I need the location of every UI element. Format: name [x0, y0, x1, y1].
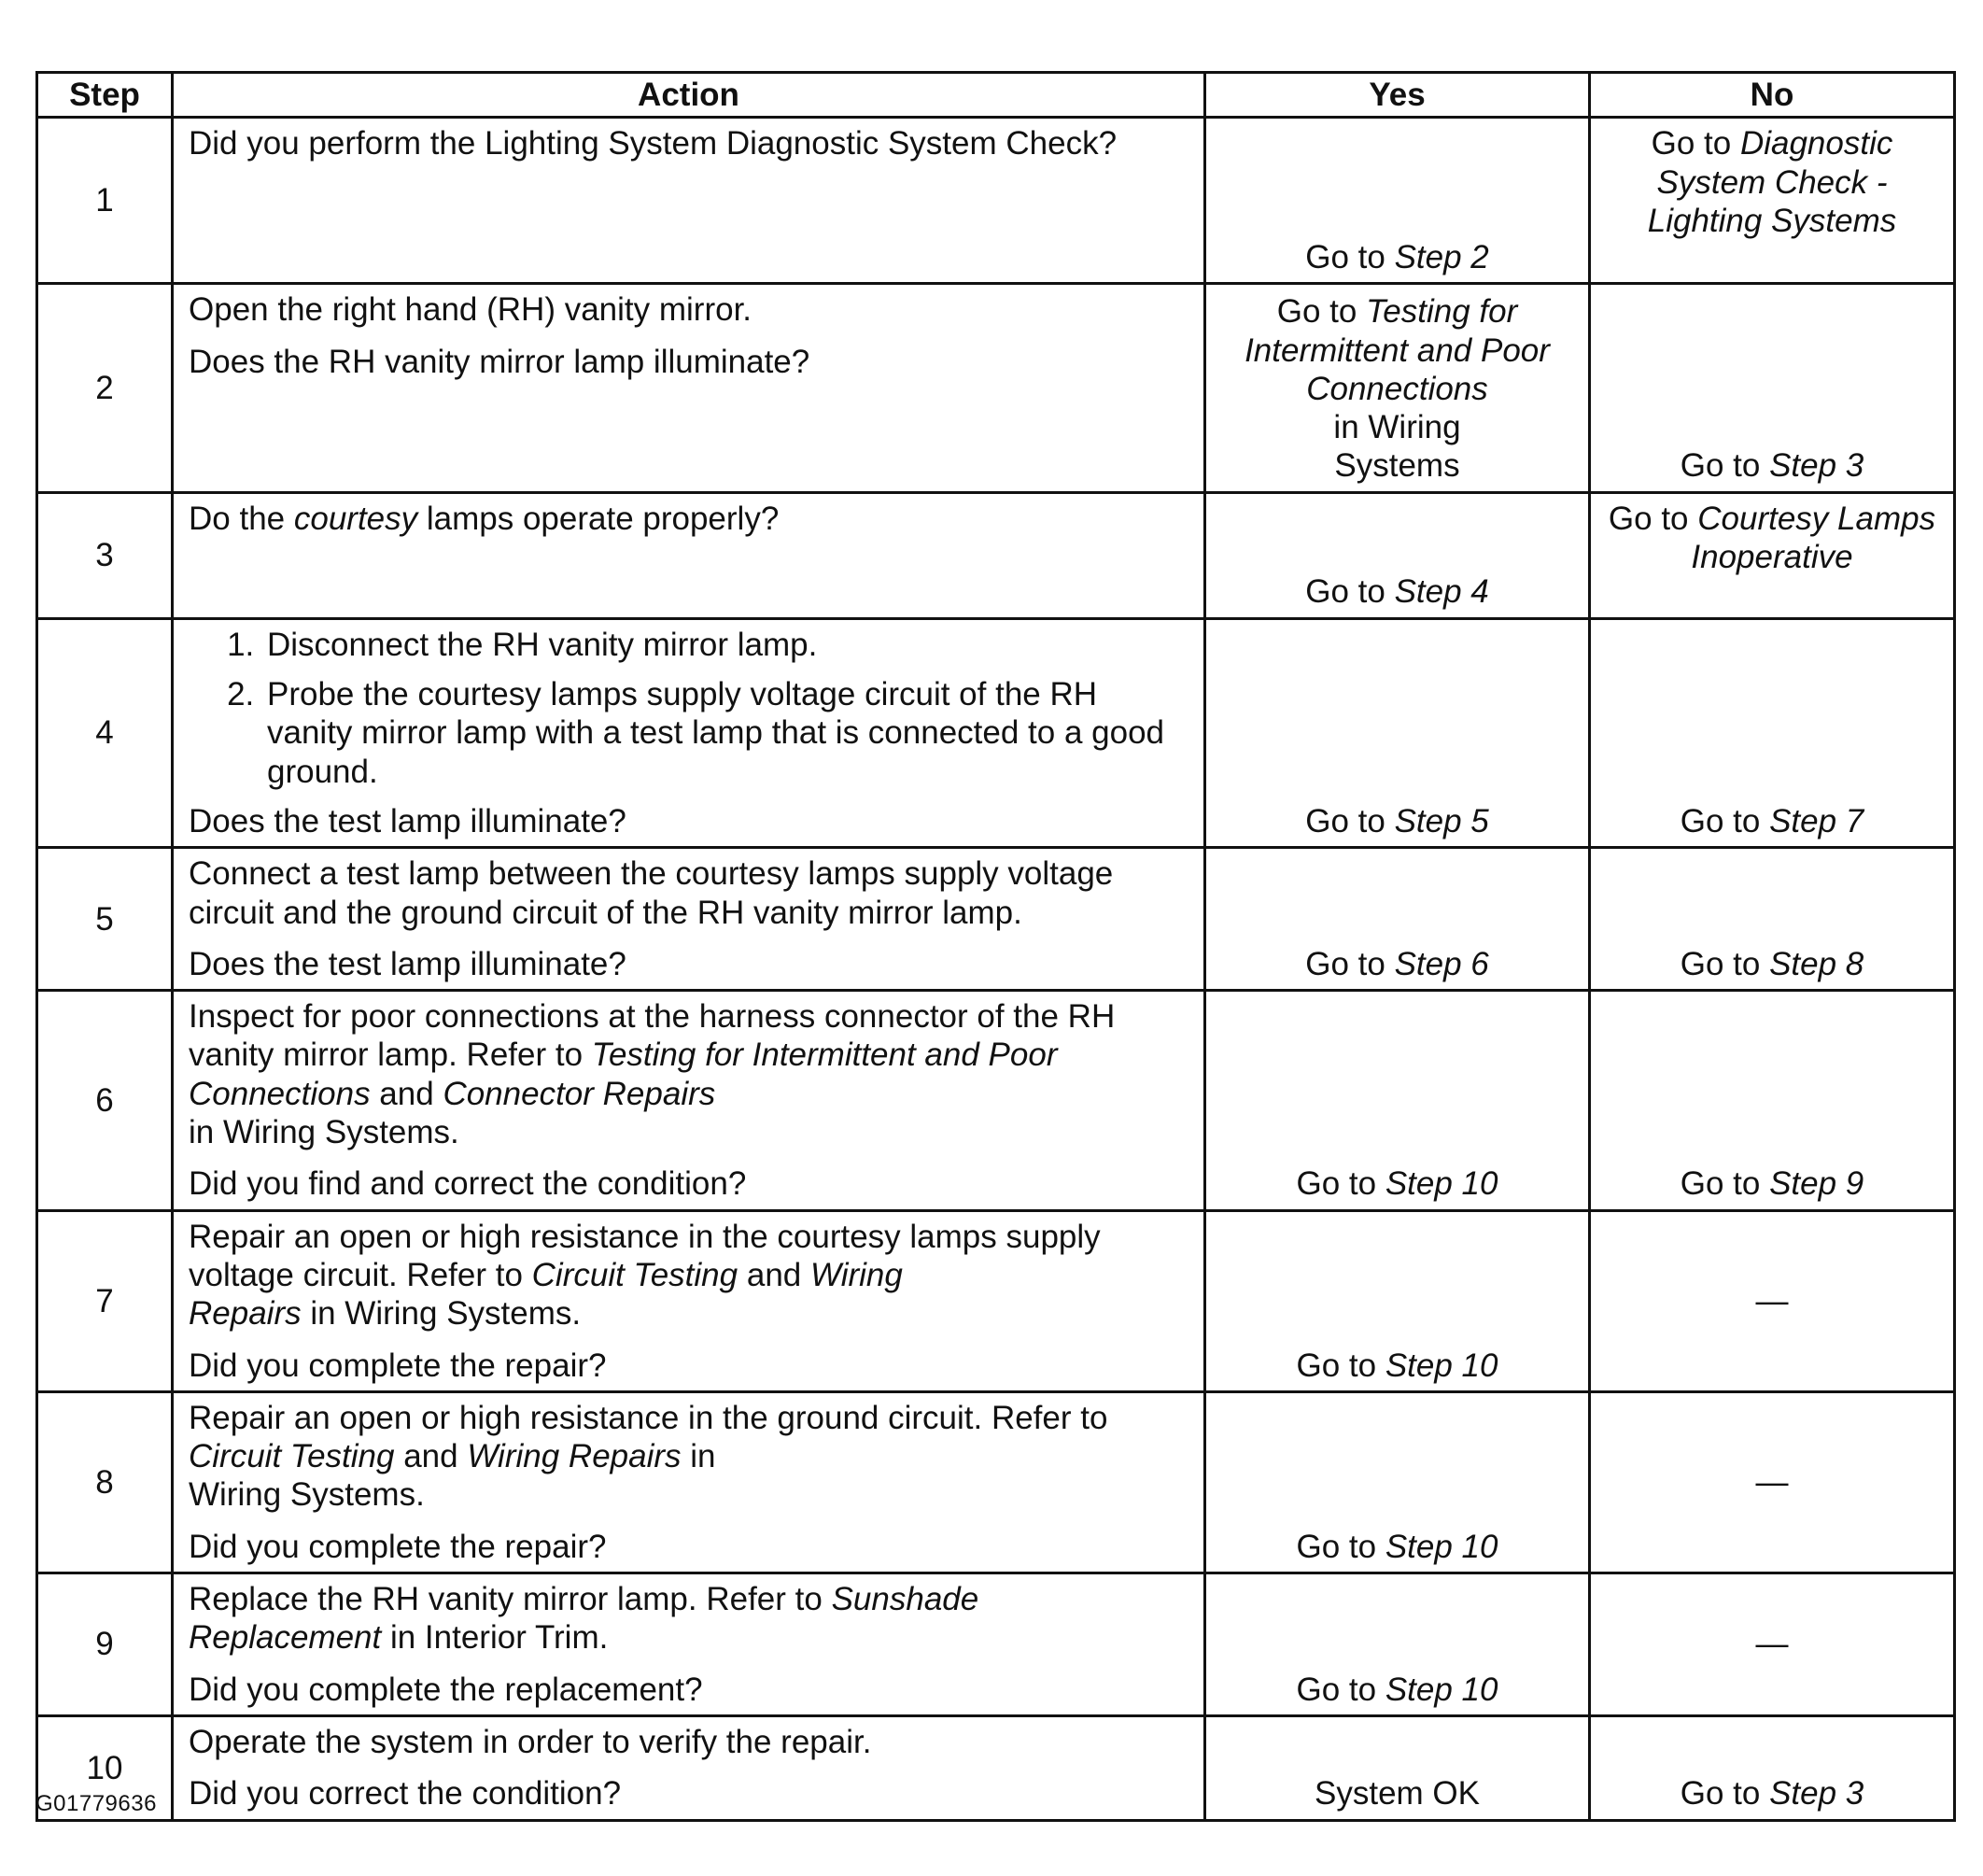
step-number: 10 — [37, 1715, 173, 1820]
table-row — [37, 492, 1955, 618]
action-text: Connect a test lamp between the courtesy lamps supply voltage circuit and the ground circuit of the RH vanity mirror lamp. — [189, 855, 1114, 931]
step-number: 8 — [37, 1391, 173, 1573]
yes-step-link[interactable]: Step 2 — [1394, 239, 1489, 275]
action-text: Repair an open or high resistance in the courtesy lamps supply voltage circuit. Refer to — [189, 1218, 1101, 1293]
yes-ref-link-cont[interactable]: Intermittent and Poor — [1245, 331, 1550, 369]
no-prefix: Go to — [1651, 125, 1740, 162]
action-text: and — [738, 1256, 810, 1293]
action-ref-link[interactable]: Wiring Repairs — [467, 1438, 682, 1475]
yes-ref-link-cont[interactable]: Connections — [1306, 370, 1488, 407]
action-text: in Wiring Systems. — [189, 1114, 459, 1151]
action-question: Did you complete the repair? — [189, 1528, 607, 1565]
action-cell — [173, 284, 1205, 492]
no-step-link[interactable]: Step 9 — [1769, 1165, 1864, 1203]
yes-cell — [1205, 284, 1590, 492]
no-step-link[interactable]: Step 3 — [1769, 447, 1864, 485]
no-cell — [1590, 118, 1955, 284]
yes-cell — [1205, 492, 1590, 618]
yes-step-link[interactable]: Step 10 — [1385, 1528, 1498, 1565]
yes-step-link[interactable]: Step 10 — [1385, 1165, 1498, 1203]
action-ref-link[interactable]: Testing for Intermittent and Poor Connections — [189, 1037, 1058, 1112]
yes-cell — [1205, 848, 1590, 991]
action-ref-link[interactable]: Wiring — [809, 1256, 903, 1293]
no-prefix: Go to — [1680, 802, 1770, 839]
step-number: 6 — [37, 991, 173, 1210]
action-ref-link-cont[interactable]: Replacement — [189, 1619, 382, 1657]
no-ref-link[interactable]: Diagnostic — [1739, 125, 1893, 162]
header-no: No — [1590, 73, 1955, 118]
table-row — [37, 618, 1955, 847]
action-cell — [173, 1210, 1205, 1391]
no-cell — [1590, 284, 1955, 492]
action-ref: courtesy — [293, 500, 418, 537]
yes-prefix: Go to — [1305, 239, 1395, 275]
diagnostic-table — [35, 71, 1956, 1822]
action-text: in — [681, 1438, 716, 1475]
action-question: Does the RH vanity mirror lamp illuminate? — [189, 343, 810, 380]
list-item: 2. Probe the courtesy lamps supply voltage circuit of the RH vanity mirror lamp with a test lamp that is connected to a good ground. — [263, 675, 1188, 791]
yes-ref-suffix: in Wiring — [1333, 409, 1461, 446]
yes-prefix: Go to — [1296, 1671, 1385, 1708]
no-prefix: Go to — [1680, 1775, 1770, 1813]
step-number: 1 — [37, 118, 173, 284]
action-cell — [173, 991, 1205, 1210]
action-text: and — [370, 1075, 443, 1112]
action-text: in Wiring Systems. — [301, 1295, 582, 1333]
no-cell — [1590, 1715, 1955, 1820]
action-text: Replace the RH vanity mirror lamp. Refer to — [189, 1581, 832, 1618]
yes-cell — [1205, 1210, 1590, 1391]
list-item: 1. Disconnect the RH vanity mirror lamp. — [263, 626, 1188, 664]
figure-id: G01779636 — [35, 1791, 157, 1816]
yes-ref-suffix: Systems — [1334, 447, 1460, 485]
action-text: and — [394, 1438, 468, 1475]
action-ref-link[interactable]: Circuit Testing — [189, 1438, 395, 1475]
no-cell — [1590, 991, 1955, 1210]
action-ref-link[interactable]: Circuit Testing — [531, 1256, 738, 1293]
action-text: lamps operate properly? — [417, 500, 780, 537]
no-ref-link[interactable]: Courtesy Lamps — [1697, 500, 1936, 537]
no-prefix: Go to — [1608, 500, 1698, 537]
no-cell — [1590, 848, 1955, 991]
no-prefix: Go to — [1680, 945, 1770, 982]
yes-prefix: Go to — [1305, 802, 1395, 839]
no-cell — [1590, 618, 1955, 847]
step-number: 7 — [37, 1210, 173, 1391]
yes-step-link[interactable]: Step 10 — [1385, 1347, 1498, 1384]
action-cell — [173, 118, 1205, 284]
yes-cell — [1205, 991, 1590, 1210]
action-text: Open the right hand (RH) vanity mirror. — [189, 291, 752, 329]
action-question: Did you find and correct the condition? — [189, 1165, 747, 1203]
action-cell — [173, 848, 1205, 991]
no-cell: — — [1590, 1391, 1955, 1573]
yes-prefix: Go to — [1305, 945, 1395, 982]
action-text: Do the — [189, 500, 294, 537]
action-cell — [173, 1715, 1205, 1820]
action-text: Inspect for poor connections at the harness connector of the RH vanity mirror lamp. Refer to — [189, 998, 1116, 1074]
action-question: Does the test lamp illuminate? — [189, 945, 626, 982]
yes-cell — [1205, 1573, 1590, 1716]
no-step-link[interactable]: Step 7 — [1769, 802, 1864, 839]
no-cell: — — [1590, 1573, 1955, 1716]
no-prefix: Go to — [1680, 1165, 1770, 1203]
yes-step-link[interactable]: Step 5 — [1394, 802, 1489, 839]
no-step-link[interactable]: Step 8 — [1769, 945, 1864, 982]
table-row — [37, 1715, 1955, 1820]
yes-prefix: Go to — [1296, 1165, 1385, 1203]
no-ref-link-cont[interactable]: Inoperative — [1691, 539, 1853, 576]
no-cell: — — [1590, 1210, 1955, 1391]
action-text: in Interior Trim. — [381, 1619, 609, 1657]
action-question: Did you complete the replacement? — [189, 1671, 703, 1708]
header-action: Action — [173, 73, 1205, 118]
action-cell — [173, 492, 1205, 618]
step-number: 2 — [37, 284, 173, 492]
header-yes: Yes — [1205, 73, 1590, 118]
action-text: Repair an open or high resistance in the ground circuit. Refer to — [189, 1399, 1108, 1436]
no-ref-link-cont[interactable]: Lighting Systems — [1647, 202, 1897, 239]
yes-cell — [1205, 618, 1590, 847]
action-cell — [173, 1573, 1205, 1716]
header-step: Step — [37, 73, 173, 118]
action-ref-link-cont[interactable]: Repairs — [189, 1295, 302, 1333]
yes-ref-link[interactable]: Testing for — [1366, 293, 1518, 331]
table-header-row — [37, 73, 1955, 118]
table-row — [37, 1573, 1955, 1716]
no-prefix: Go to — [1680, 447, 1770, 485]
table-row — [37, 1210, 1955, 1391]
action-cell — [173, 618, 1205, 847]
yes-prefix: Go to — [1276, 293, 1367, 331]
yes-step-link[interactable]: Step 10 — [1385, 1671, 1498, 1708]
yes-prefix: Go to — [1305, 573, 1395, 611]
action-question: Does the test lamp illuminate? — [189, 802, 626, 839]
no-cell — [1590, 492, 1955, 618]
table-row — [37, 1391, 1955, 1573]
step-number: 5 — [37, 848, 173, 991]
no-ref-link-cont[interactable]: System Check - — [1656, 163, 1888, 201]
action-question: Did you correct the condition? — [189, 1775, 622, 1813]
table-row — [37, 284, 1955, 492]
yes-cell — [1205, 1391, 1590, 1573]
no-step-link[interactable]: Step 3 — [1769, 1775, 1864, 1813]
yes-step-link[interactable]: Step 4 — [1394, 573, 1489, 611]
action-question: Did you complete the repair? — [189, 1347, 607, 1384]
action-text: Wiring Systems. — [189, 1476, 425, 1514]
yes-step-link[interactable]: Step 6 — [1394, 945, 1489, 982]
table-row — [37, 991, 1955, 1210]
table-row — [37, 118, 1955, 284]
yes-prefix: Go to — [1296, 1347, 1385, 1384]
action-text: Did you perform the Lighting System Diagnostic System Check? — [189, 125, 1118, 162]
step-number: 3 — [37, 492, 173, 618]
table-row — [37, 848, 1955, 991]
action-ref-link[interactable]: Connector Repairs — [443, 1075, 716, 1112]
action-ref-link[interactable]: Sunshade — [831, 1581, 979, 1618]
action-list — [189, 626, 1188, 791]
yes-cell — [1205, 118, 1590, 284]
step-number: 4 — [37, 618, 173, 847]
step-number: 9 — [37, 1573, 173, 1716]
yes-cell: System OK — [1205, 1715, 1590, 1820]
yes-prefix: Go to — [1296, 1528, 1385, 1565]
action-text: Operate the system in order to verify the repair. — [189, 1723, 872, 1760]
action-cell — [173, 1391, 1205, 1573]
